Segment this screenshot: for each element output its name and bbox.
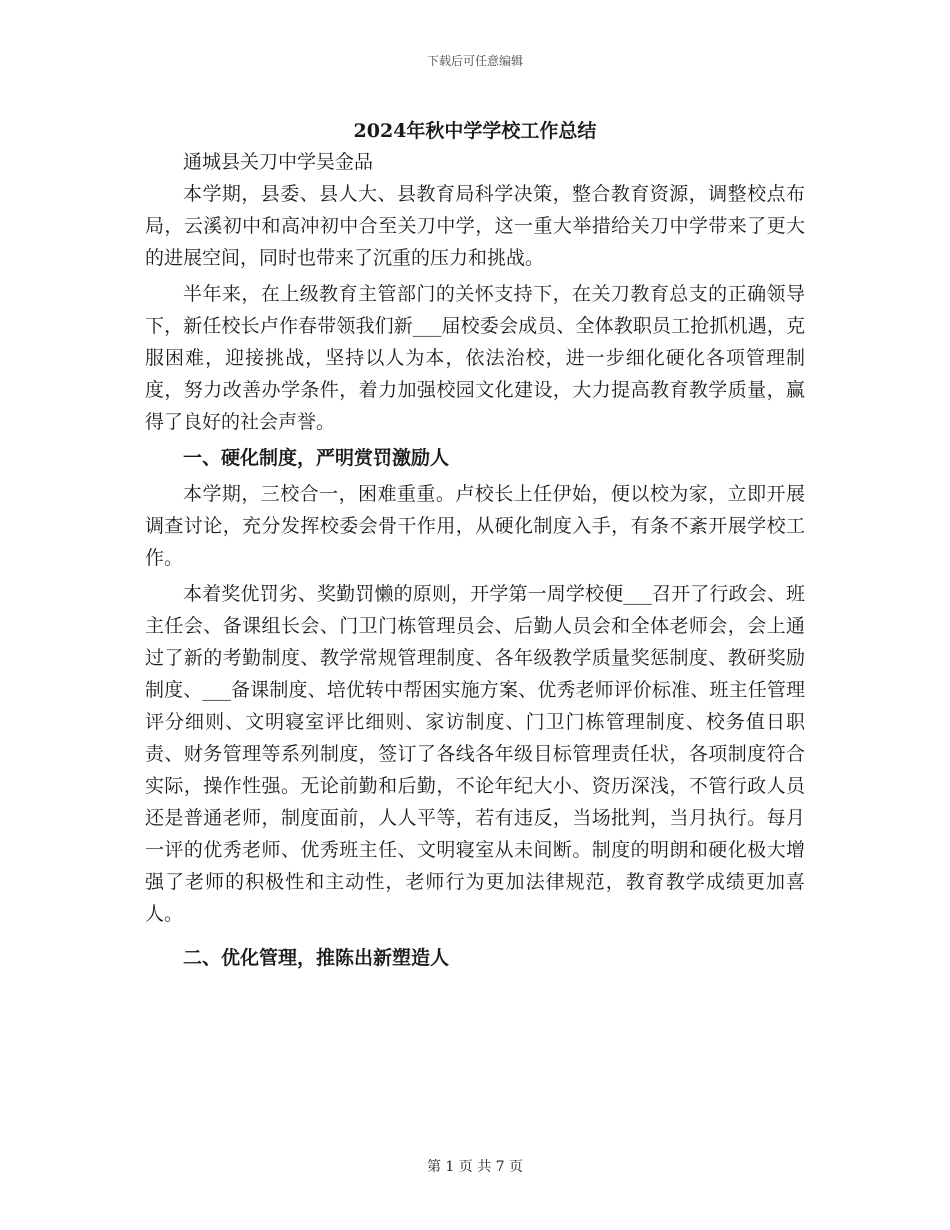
paragraph-section1-rules: 本着奖优罚劣、奖勤罚懒的原则，开学第一周学校便___召开了行政会、班主任会、备课组长会、门卫门栋管理员会、后勤人员会和全体老师会，会上通过了新的考勤制度、教学常规管理制度、各年级教学质量奖惩制度、教研奖励制度、___备课制度、培优转中帮困实施方案、优秀老师评价标准、班主任管理评分细则、文明寝室评比细则、家访制度、门卫门栋管理制度、校务值日职责、财务管理等系列制度，签订了各线各年级目标管理责任状，各项制度符合实际，操作性强。无论前勤和后勤，不论年纪大小、资历深浅，不管行政人员还是普通老师，制度面前，人人平等，若有违反，当场批判，当月执行。每月一评的优秀老师、优秀班主任、文明寝室从未间断。制度的明朗和硬化极大增强了老师的积极性和主动性，老师行为更加法律规范，教育教学成绩更加喜人。 [145,583,805,925]
paragraph-overview: 半年来，在上级教育主管部门的关怀支持下，在关刀教育总支的正确领导下，新任校长卢作春带领我们新___届校委会成员、全体教职员工抢抓机遇，克服困难，迎接挑战，坚持以人为本，依法治校，进一步细化硬化各项管理制度，努力改善办学条件，着力加强校园文化建设，大力提高教育教学质量，赢得了良好的社会声誉。 [145,283,805,433]
document-body [145,146,805,974]
paragraph-section1-intro: 本学期，三校合一，困难重重。卢校长上任伊始，便以校为家，立即开展调查讨论，充分发挥校委会骨干作用，从硬化制度入手，有条不紊开展学校工作。 [145,483,805,569]
section-heading-2: 二、优化管理，推陈出新塑造人 [183,947,450,969]
document-title: 2024年秋中学学校工作总结 [353,120,597,142]
page-header-note: 下载后可任意编辑 [426,54,523,68]
section-heading-1: 一、硬化制度，严明赏罚激励人 [183,447,450,469]
page-number: 第 1 页 共 7 页 [426,1159,524,1175]
paragraph-intro: 本学期，县委、县人大、县教育局科学决策，整合教育资源，调整校点布局，云溪初中和高冲初中合至关刀中学，这一重大举措给关刀中学带来了更大的进展空间，同时也带来了沉重的压力和挑战。 [145,183,805,269]
author-line: 通城县关刀中学吴金品 [183,151,374,173]
